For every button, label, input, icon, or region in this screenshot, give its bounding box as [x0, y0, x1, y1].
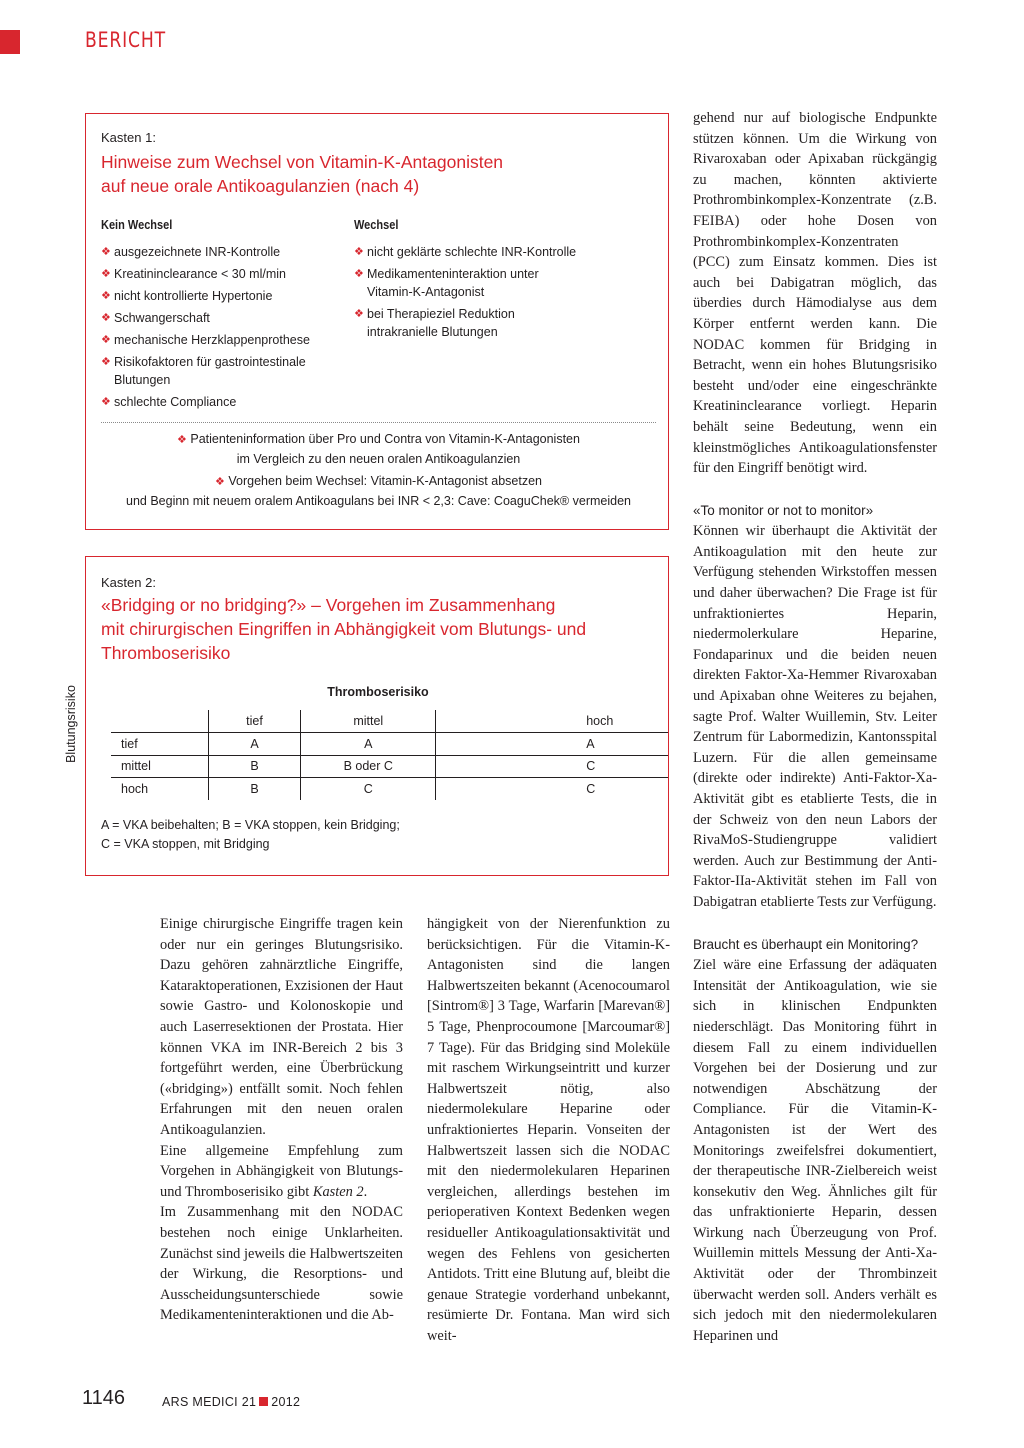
note-patient-info: [96, 430, 661, 469]
table-cell: C: [436, 778, 668, 801]
box-title-line: auf neue orale Antikoagulanzien (nach 4): [101, 176, 420, 196]
text-span: .: [363, 1183, 368, 1200]
page-number: 1146: [82, 1387, 126, 1409]
list-item: [101, 393, 341, 411]
switch-list: [354, 243, 584, 345]
subheading: Braucht es überhaupt ein Monitoring?: [693, 936, 919, 952]
table-row: [111, 755, 668, 778]
box-title: [101, 593, 661, 665]
box-reference: Kasten 2: [312, 1183, 364, 1200]
column-header: mittel: [301, 710, 436, 733]
text-span: Eine allgemeine Empfehlung zum Vorgehen in Abhängigkeit von Blutungs- und Thromboserisiko gibt: [160, 1142, 403, 1200]
journal-name: ARS MEDICI 21: [162, 1395, 257, 1409]
info-box-1: [85, 113, 669, 530]
table-row: [111, 778, 668, 801]
list-item-text: nicht kontrollierte Hypertonie: [114, 289, 273, 303]
diamond-bullet-icon: ❖: [101, 290, 111, 302]
bleeding-risk-label: Blutungsrisiko: [64, 685, 78, 763]
diamond-bullet-icon: ❖: [354, 308, 364, 320]
paragraph: Ziel wäre eine Erfassung der adäquaten Intensität der Antikoagulation, wie sie sich in klinischen Endpunkten niederschlägt. Das Monitoring führt in diesem Fall zu einem individuellen Vorgehen bei der Dosierung und zur notwendigen Abschätzung der Compliance. Für die Vitamin-K-Antagonisten ist der Wert des Monitorings zweifelsfrei dokumentiert, der therapeutische INR-Zielbereich weist konsekutiv den Weg. Ähnliches gilt für das unfraktionierte Heparin, dessen Wirkung nach Überzeugung von Prof. Wuillemin mittels Messung der Anti-Xa-Aktivität oder der Thrombinzeit überwacht werden soll. Anders verhält es sich jedoch mit den niedermolekularen Heparinen und: [693, 957, 937, 1344]
diamond-bullet-icon: ❖: [101, 246, 111, 258]
paragraph: Können wir überhaupt die Aktivität der Antikoagulation mit den heute zur Verfügung stehenden Wirkstoffen messen und daher überwachen? Die Frage ist für unfraktioniertes Heparin, niedermolerkulare Heparine, Fondaparinux und die beiden neuen direkten Faktor-Xa-Hemmer Rivaroxaban und Apixaban ohne Weiteres zu bejahen, sagte Prof. Walter Wuillemin, Stv. Leiter Zentrum für Labormedizin, Kantonsspital Luzern. Für die allen gemeinsame (direkte oder indirekte) Anti-Faktor-Xa-Aktivität gibt es etablierte Tests, die in der Schweiz von den neun Labors der RivaMoS-Studiengruppe validiert werden. Auch zur Bestimmung der Anti-Faktor-IIa-Aktivität stehen im Fall von Dabigatran etablierte Tests zur Verfügung.: [693, 523, 937, 910]
column-heading-no-switch: Kein Wechsel: [101, 218, 173, 232]
list-item: [101, 265, 341, 283]
column-header: hoch: [436, 710, 668, 733]
note-procedure: [96, 472, 661, 511]
no-switch-list: [101, 243, 341, 415]
subheading: «To monitor or not to monitor»: [693, 502, 874, 518]
table-cell: B oder C: [301, 755, 436, 778]
list-item-text: nicht geklärte schlechte INR-Kontrolle: [367, 245, 577, 259]
table-cell: B: [208, 778, 301, 801]
box-title-line: Thromboserisiko: [101, 643, 231, 663]
column-heading-switch: Wechsel: [354, 218, 399, 232]
row-label: mittel: [111, 755, 208, 778]
list-item-text: ausgezeichnete INR-Kontrolle: [114, 245, 281, 259]
list-item-text: Risikofaktoren für gastrointestinale Blutungen: [114, 355, 306, 387]
paragraph: gehend nur auf biologische Endpunkte stützen können. Um die Wirkung von Rivaroxaban oder Apixaban rückgängig zu machen, könnten aktivierte Prothrombinkomplex-Konzentrate (z.B. FEIBA) oder hohe Dosen von Prothrombinkomplex-Konzentraten (PCC) zum Einsatz kommen. Dies ist auch bei Dabigatran möglich, das überdies durch Hämodialyse aus dem Körper entfernt werden kann. Die NODAC kommen für Bridging in Betracht, wenn ein hohes Blutungsrisiko besteht und/oder eine eingeschränkte Kreatininclearance vorliegt. Heparin behält seine Bedeutung, wenn ein kleinstmögliches Antikoagulationsfenster für den Eingriff benötigt wird.: [693, 110, 937, 477]
diamond-bullet-icon: ❖: [215, 476, 225, 488]
table-cell: B: [208, 755, 301, 778]
dotted-divider: [101, 422, 656, 423]
legend-line: A = VKA beibehalten; B = VKA stoppen, kein Bridging;: [101, 818, 400, 832]
section-accent-bar: [0, 30, 20, 54]
paragraph: Im Zusammenhang mit den NODAC bestehen noch einige Unklarheiten. Zunächst sind jeweils die Halbwertszeiten der Wirkung, die Resorptions- und Ausscheidungsunterschiede sowie Medikamenteninteraktionen und die Ab-: [160, 1204, 403, 1324]
list-item: [354, 305, 584, 341]
info-box-2: [64, 556, 669, 876]
diamond-bullet-icon: ❖: [177, 434, 187, 446]
table-legend: [101, 816, 400, 854]
box-label: Kasten 1:: [101, 130, 156, 145]
journal-footer: [162, 1395, 300, 1409]
note-text: Vorgehen beim Wechsel: Vitamin-K-Antagonist absetzen: [228, 474, 542, 488]
column-header: tief: [208, 710, 301, 733]
note-text: im Vergleich zu den neuen oralen Antikoagulanzien: [236, 452, 521, 466]
box-notes: [96, 430, 661, 514]
diamond-bullet-icon: ❖: [101, 312, 111, 324]
list-item-text: bei Therapieziel Reduktion intrakranielle Blutungen: [367, 307, 515, 339]
table-cell: C: [436, 755, 668, 778]
table-cell: C: [301, 778, 436, 801]
thrombosis-risk-heading: Thromboserisiko: [327, 685, 429, 699]
list-item-text: Medikamenteninteraktion unter Vitamin-K-Antagonist: [367, 267, 539, 299]
diamond-bullet-icon: ❖: [101, 356, 111, 368]
section-label: BERICHT: [85, 28, 166, 52]
box-title-line: Hinweise zum Wechsel von Vitamin-K-Antagonisten: [101, 152, 504, 172]
list-item: [101, 243, 341, 261]
table-cell: A: [301, 733, 436, 756]
table-corner: [111, 710, 208, 733]
box-label: Kasten 2:: [101, 575, 156, 590]
diamond-bullet-icon: ❖: [101, 396, 111, 408]
table-cell: A: [208, 733, 301, 756]
table-header-row: [111, 710, 668, 733]
list-item: [101, 309, 341, 327]
row-label: tief: [111, 733, 208, 756]
list-item: [354, 265, 584, 301]
article-column-1: [160, 914, 403, 1326]
list-item-text: schlechte Compliance: [114, 395, 237, 409]
table-row: [111, 733, 668, 756]
paragraph: [160, 1141, 403, 1203]
article-column-2: [427, 914, 670, 1346]
diamond-bullet-icon: ❖: [101, 268, 111, 280]
square-separator-icon: [259, 1397, 268, 1406]
paragraph: Einige chirurgische Eingriffe tragen kein oder nur ein geringes Blutungsrisiko. Dazu gehören zahnärztliche Eingriffe, Kataraktoperationen, Exzisionen der Haut sowie Gastro- und Kolonoskopie und auch Laserresektionen der Prostata. Hier können VKA im INR-Bereich 2 bis 3 fortgeführt werden, eine Überbrückung («bridging») entfällt somit. Noch fehlen Erfahrungen mit den neuen oralen Antikoagulanzien.: [160, 916, 403, 1138]
diamond-bullet-icon: ❖: [101, 334, 111, 346]
article-column-3: [693, 108, 937, 1346]
paragraph: hängigkeit von der Nierenfunktion zu berücksichtigen. Für die Vitamin-K-Antagonisten sind die langen Halbwertszeiten bekannt (Acenocoumarol [Sintrom®] 3 Tage, Warfarin [Marevan®] 5 Tage, Phenprocoumone [Marcoumar®] 7 Tage). Für das Bridging sind Moleküle mit raschem Wirkungseintritt und kurzer Halbwertszeit nötig, also niedermolekulare Heparine oder unfraktioniertes Heparin. Vonseiten der Halbwertszeit lassen sich die NODAC mit den niedermolekularen Heparinen vergleichen, allerdings bestehen im perioperativen Kontext Bedenken wegen residueller Antikoagulationsaktivität und wegen des Fehlens von gesicherten Antidots. Tritt eine Blutung auf, bleibt die genaue Strategie vorderhand unbekannt, resümierte Dr. Fontana. Man wird sich weit-: [427, 916, 670, 1344]
risk-matrix-table: [111, 710, 668, 800]
diamond-bullet-icon: ❖: [354, 246, 364, 258]
note-text: und Beginn mit neuem oralem Antikoagulans bei INR < 2,3: Cave: CoaguChek® vermeiden: [126, 494, 631, 508]
table-cell: A: [436, 733, 668, 756]
box-title: [101, 150, 661, 198]
journal-year: 2012: [271, 1395, 301, 1409]
diamond-bullet-icon: ❖: [354, 268, 364, 280]
box-title-line: mit chirurgischen Eingriffen in Abhängigkeit vom Blutungs- und: [101, 619, 587, 639]
list-item-text: Kreatininclearance < 30 ml/min: [114, 267, 286, 281]
row-label: hoch: [121, 782, 149, 796]
legend-line: C = VKA stoppen, mit Bridging: [101, 837, 270, 851]
note-text: Patienteninformation über Pro und Contra von Vitamin-K-Antagonisten: [190, 432, 580, 446]
list-item: [101, 353, 341, 389]
list-item-text: Schwangerschaft: [114, 311, 210, 325]
list-item-text: mechanische Herzklappenprothese: [114, 333, 310, 347]
list-item: [354, 243, 584, 261]
box-title-line: «Bridging or no bridging?» – Vorgehen im Zusammenhang: [101, 595, 556, 615]
list-item: [101, 331, 341, 349]
list-item: [101, 287, 341, 305]
